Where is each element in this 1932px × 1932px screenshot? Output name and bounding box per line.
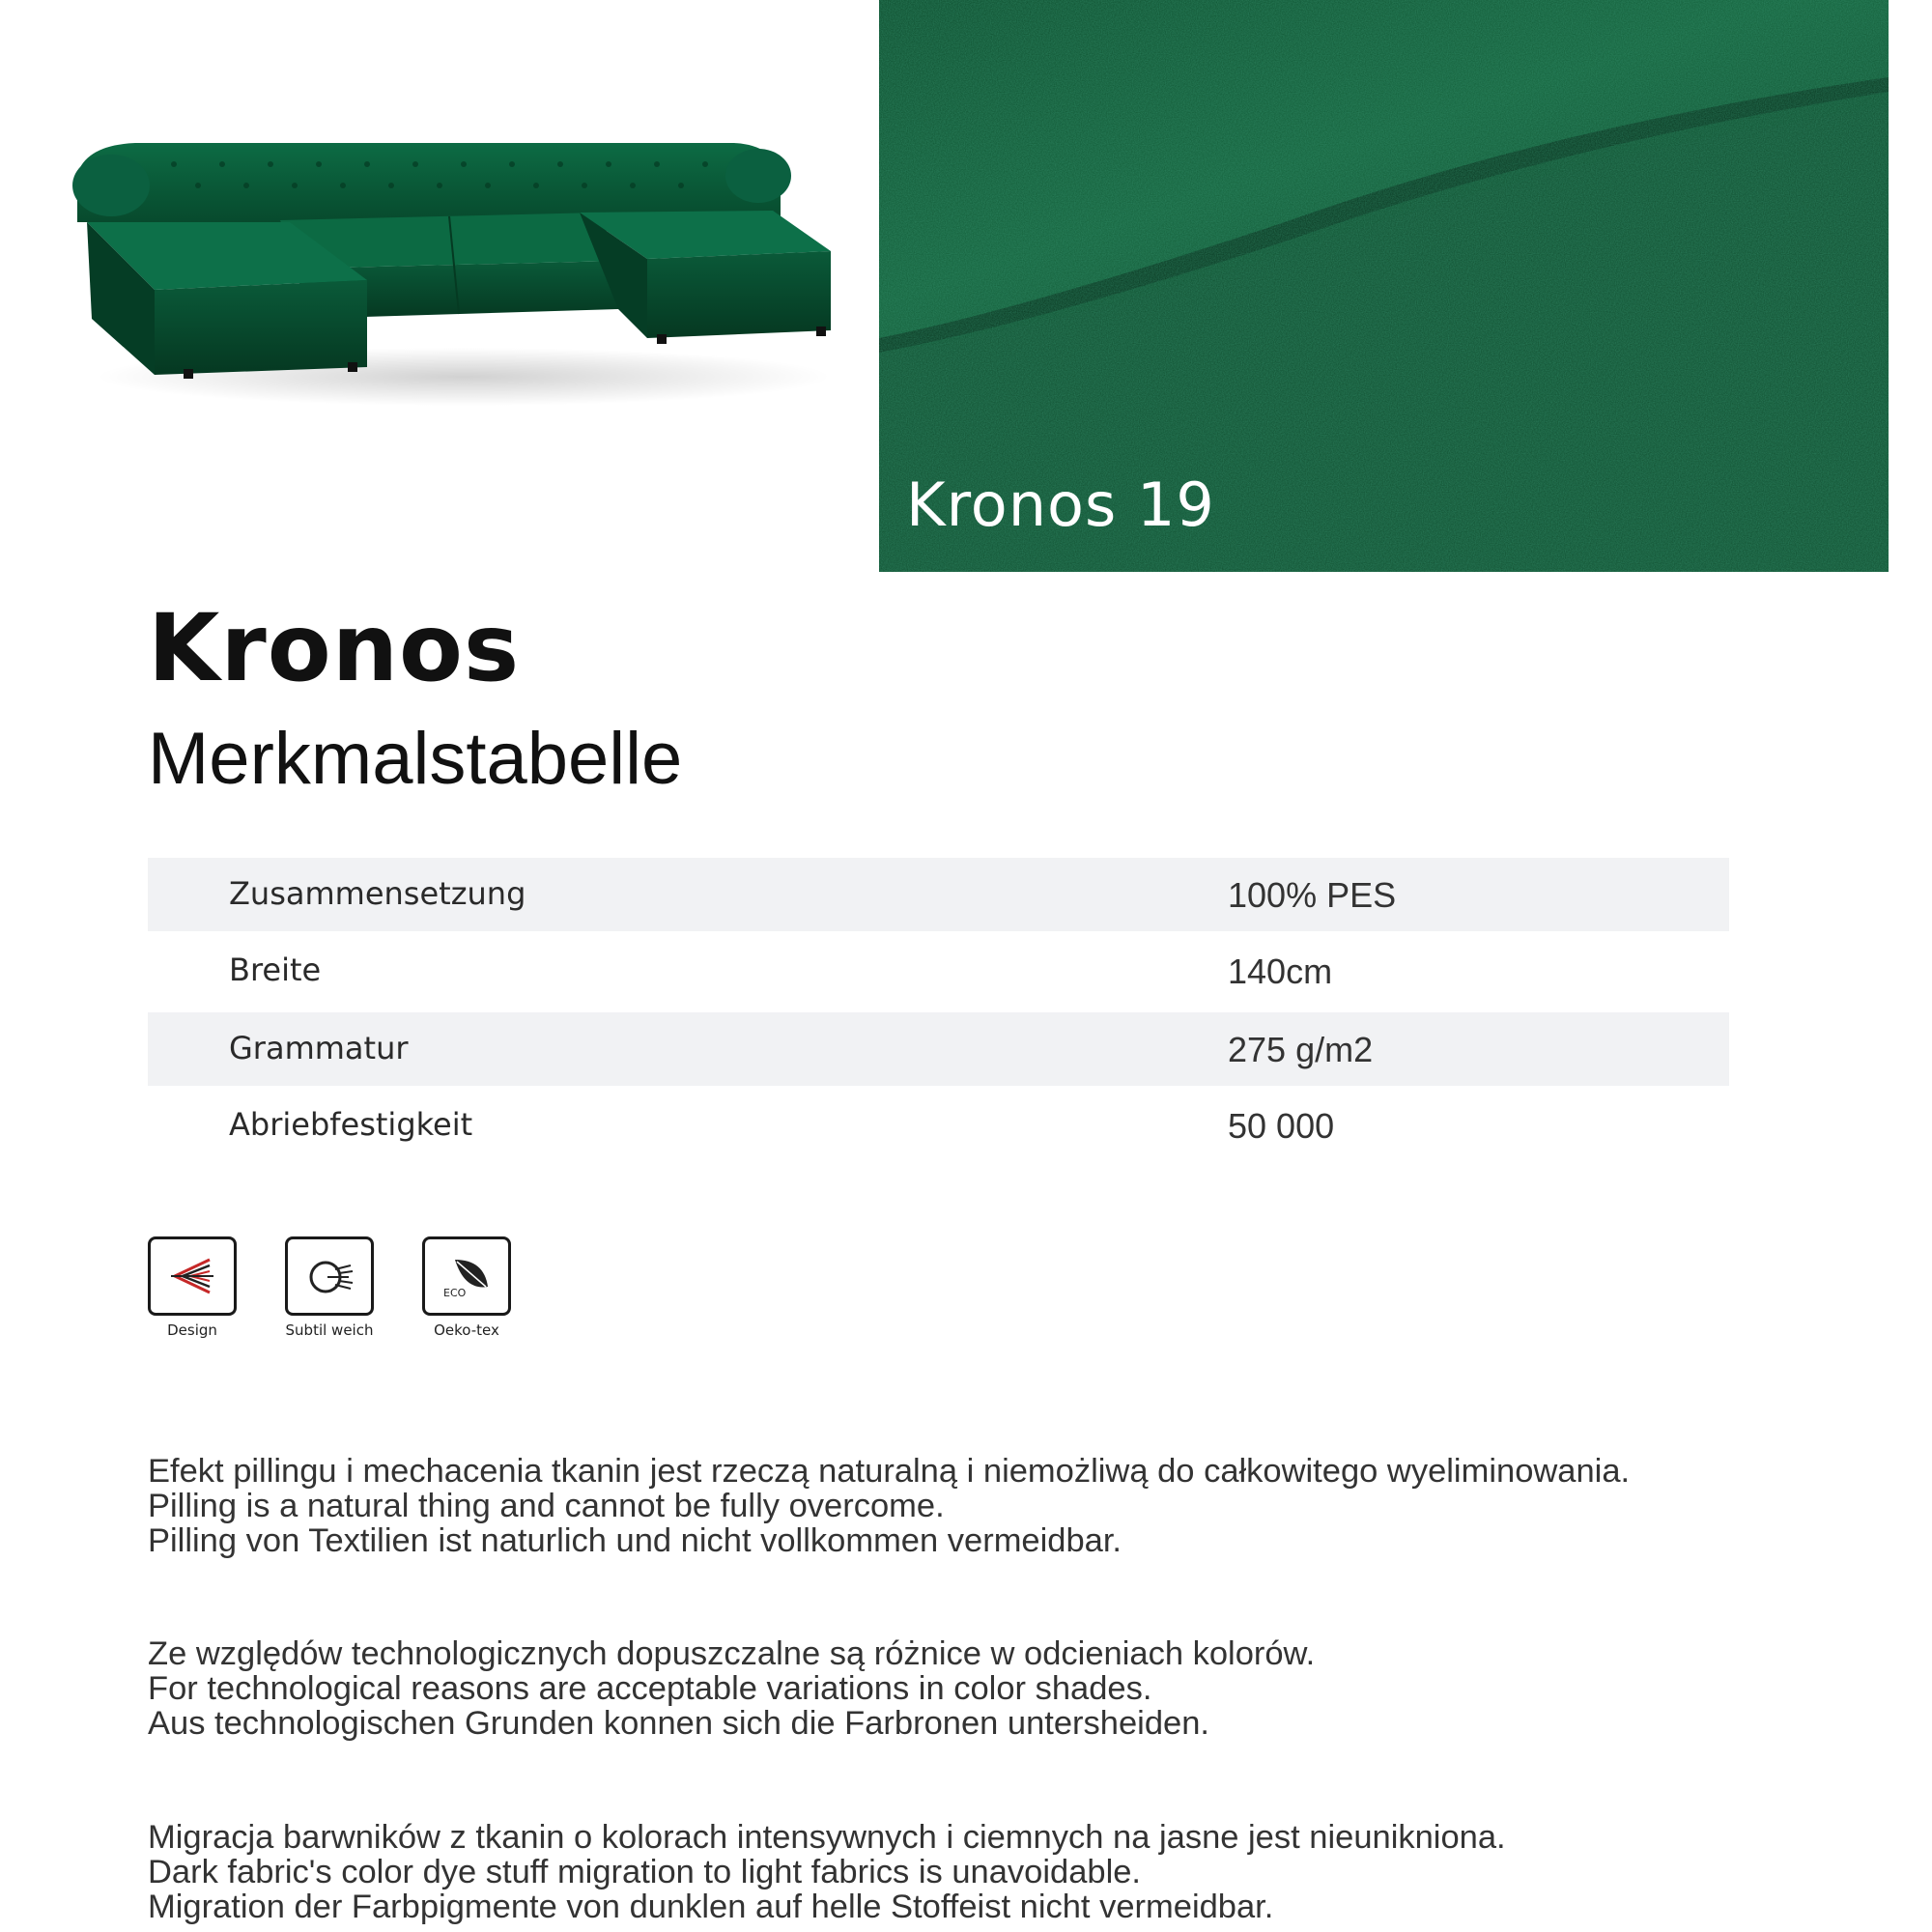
swatch-caption: Kronos 19	[906, 469, 1215, 540]
soft-touch-icon	[285, 1236, 374, 1316]
sofa-product-image	[58, 116, 850, 425]
spec-label: Zusammensetzung	[229, 875, 526, 912]
spec-value: 50 000	[1228, 1106, 1335, 1146]
note-de: Migration der Farbpigmente von dunklen auf helle Stoffeist nicht vermeidbar.	[148, 1889, 1274, 1925]
feature-label: Subtil weich	[285, 1321, 374, 1339]
feature-soft	[285, 1236, 374, 1339]
note-dye-migration	[148, 1820, 1506, 1924]
spec-table	[148, 858, 1729, 1165]
note-en: Pilling is a natural thing and cannot be fully overcome.	[148, 1488, 945, 1524]
sofa-illustration	[58, 116, 850, 425]
spec-label: Abriebfestigkeit	[229, 1106, 473, 1143]
note-en: For technological reasons are acceptable variations in color shades.	[148, 1670, 1152, 1707]
note-pl: Efekt pillingu i mechacenia tkanin jest rzeczą naturalną i niemożliwą do całkowitego wyeliminowania.	[148, 1453, 1631, 1490]
note-pl: Migracja barwników z tkanin o kolorach intensywnych i ciemnych na jasne jest nieunikniona.	[148, 1819, 1506, 1856]
note-en: Dark fabric's color dye stuff migration to light fabrics is unavoidable.	[148, 1854, 1142, 1890]
spec-value: 140cm	[1228, 952, 1333, 991]
fabric-swatch-image	[879, 0, 1889, 572]
spec-row	[148, 1012, 1729, 1086]
note-de: Aus technologischen Grunden konnen sich die Farbronen untersheiden.	[148, 1705, 1209, 1742]
note-pl: Ze względów technologicznych dopuszczalne są różnice w odcieniach kolorów.	[148, 1635, 1316, 1672]
feature-label: Design	[167, 1321, 217, 1339]
note-pilling	[148, 1454, 1630, 1558]
spec-label: Breite	[229, 952, 322, 988]
spec-row	[148, 934, 1729, 1009]
product-title: Kronos	[148, 594, 521, 702]
eco-leaf-icon	[422, 1236, 511, 1316]
spec-row	[148, 1089, 1729, 1162]
design-icon	[148, 1236, 237, 1316]
spec-value: 100% PES	[1228, 875, 1397, 915]
spec-value: 275 g/m2	[1228, 1030, 1374, 1069]
spec-label: Grammatur	[229, 1030, 409, 1066]
eco-badge-text: ECO	[443, 1287, 467, 1299]
spec-row	[148, 858, 1729, 931]
feature-eco	[422, 1236, 511, 1339]
note-color-shades	[148, 1636, 1315, 1741]
note-de: Pilling von Textilien ist naturlich und nicht vollkommen vermeidbar.	[148, 1522, 1122, 1559]
feature-design	[148, 1236, 237, 1339]
product-subtitle: Merkmalstabelle	[148, 718, 683, 800]
feature-label: Oeko-tex	[434, 1321, 499, 1339]
